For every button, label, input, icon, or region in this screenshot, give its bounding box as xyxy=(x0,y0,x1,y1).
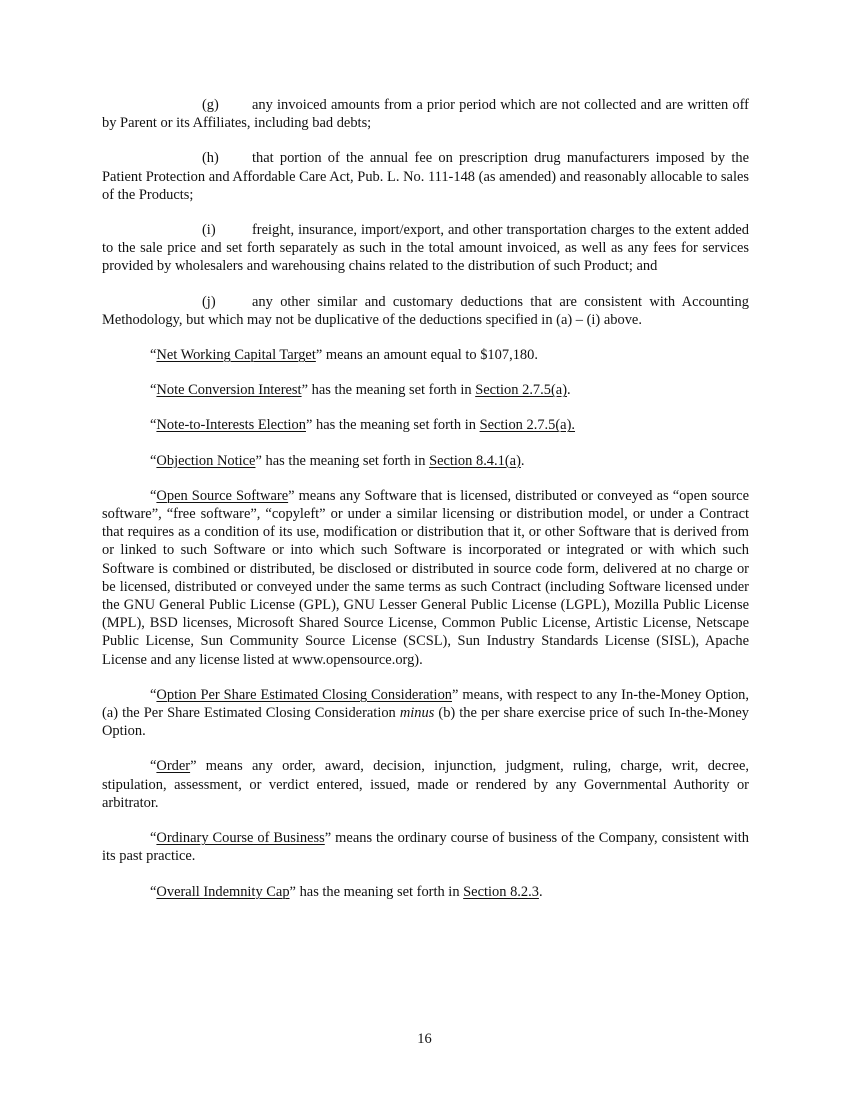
section-reference[interactable]: Section 8.2.3 xyxy=(463,883,539,900)
definition-end: . xyxy=(520,452,525,469)
open-quote: “ xyxy=(150,487,157,504)
defined-term: Note-to-Interests Election xyxy=(156,417,306,434)
definition-ordinary-course-of-business xyxy=(102,829,749,865)
clause-text: freight, insurance, import/export, and other transportation charges to the extent added to the sale price and set forth separately as such in the total amount invoiced, as well as any fees for services provided by wholesalers and warehousing chains related to the distribution of such Product; and xyxy=(102,222,749,275)
definition-text: ” has the meaning set forth in xyxy=(305,417,480,434)
open-quote: “ xyxy=(150,347,157,364)
clause-label: (g) xyxy=(202,97,219,113)
definition-text: ” means, with respect to any In-the-Money Option, (a) the Per Share Estimated Closing Consideration xyxy=(102,686,750,722)
defined-term: Ordinary Course of Business xyxy=(156,830,325,847)
definition-text-continued: (b) the per share exercise price of such In-the-Money Option. xyxy=(102,705,749,740)
clause-g xyxy=(102,96,749,132)
clause-text: any invoiced amounts from a prior period which are not collected and are written off by Parent or its Affiliates, including bad debts; xyxy=(102,97,749,132)
defined-term: Option Per Share Estimated Closing Consideration xyxy=(156,686,453,703)
italic-word: minus xyxy=(399,705,435,722)
open-quote: “ xyxy=(150,686,157,703)
clause-h xyxy=(102,149,749,204)
clause-label: (j) xyxy=(202,293,216,310)
clause-i xyxy=(102,221,749,276)
definition-note-to-interests-election xyxy=(102,416,749,434)
definition-order xyxy=(102,757,749,812)
defined-term: Overall Indemnity Cap xyxy=(156,883,290,900)
open-quote: “ xyxy=(150,883,157,900)
definition-text: ” means an amount equal to $107,180. xyxy=(315,347,538,364)
definition-end: . xyxy=(567,382,571,399)
defined-term: Open Source Software xyxy=(156,487,289,504)
defined-term: Note Conversion Interest xyxy=(156,382,302,399)
definition-overall-indemnity-cap xyxy=(102,883,749,901)
definition-note-conversion-interest xyxy=(102,381,749,399)
clause-text: any other similar and customary deductions that are consistent with Accounting Methodology, but which may not be duplicative of the deductions specified in (a) – (i) above. xyxy=(102,293,749,328)
page-number: 16 xyxy=(417,1031,432,1047)
definition-end: . xyxy=(538,883,543,900)
definition-text: ” has the meaning set forth in xyxy=(301,382,476,399)
section-reference[interactable]: Section 2.7.5(a) xyxy=(475,382,568,399)
section-reference[interactable]: Section 2.7.5(a). xyxy=(479,417,576,434)
clause-label: (i) xyxy=(202,222,216,239)
definition-objection-notice xyxy=(102,452,749,470)
defined-term: Order xyxy=(156,758,191,775)
definition-option-per-share-estimated-closing-consideration xyxy=(102,686,749,741)
open-quote: “ xyxy=(150,417,157,434)
defined-term: Net Working Capital Target xyxy=(156,347,316,364)
open-quote: “ xyxy=(150,452,157,469)
definition-text: ” has the meaning set forth in xyxy=(289,883,464,900)
clause-j xyxy=(102,293,749,329)
definition-open-source-software xyxy=(102,487,749,669)
defined-term: Objection Notice xyxy=(156,452,256,469)
open-quote: “ xyxy=(150,758,157,775)
section-reference[interactable]: Section 8.4.1(a) xyxy=(429,452,521,469)
definition-text: ” means any order, award, decision, injunction, judgment, ruling, charge, writ, decree, stipulation, assessment, or verdict entered, issued, made or rendered by any Governmental Authority or arbitrator. xyxy=(102,758,749,811)
clause-label: (h) xyxy=(202,150,219,167)
definition-text: ” means the ordinary course of business of the Company, consistent with its past practice. xyxy=(102,830,749,865)
open-quote: “ xyxy=(150,830,157,847)
clause-text: that portion of the annual fee on prescription drug manufacturers imposed by the Patient Protection and Affordable Care Act, Pub. L. No. 111-148 (as amended) and reasonably allocable to sales of the Products; xyxy=(102,150,749,203)
definition-text: ” means any Software that is licensed, distributed or conveyed as “open source software”, “free software”, “copyleft” or under a similar licensing or distribution model, or under a Contract that requires as a condition of its use, modification or distribution that it, or other Software that is derived from or linked to such Software or into which such Software is incorporated or integrated or with which such Software is combined or distributed, be disclosed or distributed in source code form, delivered at no charge or be licensed, distributed or conveyed under the same terms as such Contract (including Software licensed under the GNU General Public License (GPL), GNU Lesser General Public License (LGPL), Mozilla Public License (MPL), BSD licenses, Microsoft Shared Source License, Common Public License, Artistic License, Netscape Public License, Sun Community Source License (SCSL), Sun Industry Standards License (SISL), Apache License and any license listed at www.opensource.org). xyxy=(102,487,749,668)
document-page xyxy=(102,96,749,918)
open-quote: “ xyxy=(150,382,157,399)
definition-net-working-capital-target xyxy=(102,346,749,364)
definition-text: ” has the meaning set forth in xyxy=(255,452,430,469)
